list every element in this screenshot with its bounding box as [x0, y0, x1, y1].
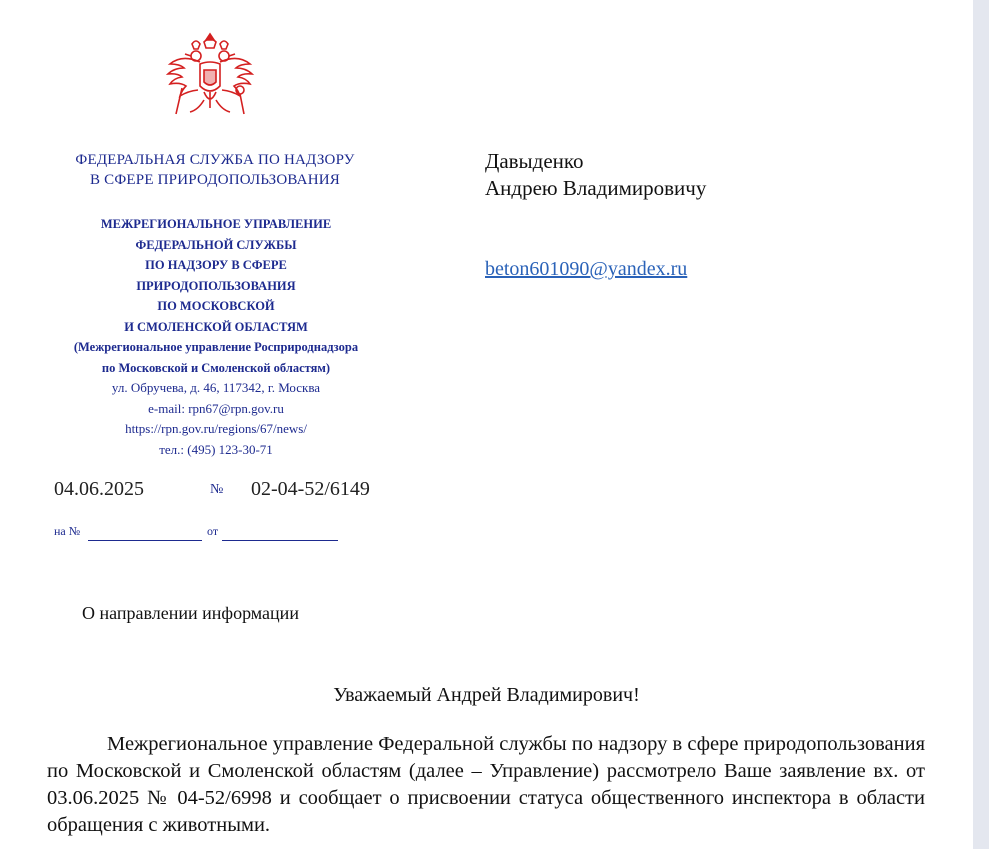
salutation: Уважаемый Андрей Владимирович! [333, 684, 640, 706]
reference-date-blank [222, 540, 338, 541]
number-sign: № [210, 482, 224, 497]
letter-subject: О направлении информации [82, 603, 299, 623]
website-text: https://rpn.gov.ru/regions/67/news/ [125, 421, 307, 436]
reference-date-label: от [207, 524, 219, 538]
agency-title-line: В СФЕРЕ ПРИРОДОПОЛЬЗОВАНИЯ [90, 172, 340, 188]
department-line: МЕЖРЕГИОНАЛЬНОЕ УПРАВЛЕНИЕ [100, 217, 332, 231]
agency-title [40, 150, 390, 190]
recipient-email-link[interactable]: beton601090@yandex.ru [485, 258, 688, 280]
body-paragraph: Межрегиональное управление Федеральной службы по надзору в сфере природопользования по Московской и Смоленской областям (далее – Управление) рассмотрело Ваше заявление вх. от 03.06.2025 № 04-52/6998 и сообщает о присвоении статуса общественного инспектора в области обращения с животными. [47, 733, 925, 836]
recipient-name: Андрею Владимировичу [485, 176, 707, 200]
address-text: ул. Обручева, д. 46, 117342, г. Москва [111, 380, 321, 395]
email-text: e-mail: rpn67@rpn.gov.ru [148, 400, 284, 416]
phone-text: тел.: (495) 123-30-71 [159, 441, 273, 457]
coat-of-arms-icon [164, 30, 256, 128]
department-line: И СМОЛЕНСКОЙ ОБЛАСТЯМ [124, 319, 308, 334]
department-line: ФЕДЕРАЛЬНОЙ СЛУЖБЫ [135, 237, 297, 252]
reference-number-blank [88, 540, 202, 541]
department-line: (Межрегиональное управление Росприроднадзора [73, 340, 359, 354]
department-line: по Московской и Смоленской областям) [101, 360, 331, 375]
registration-number: 02-04-52/6149 [251, 478, 370, 500]
department-line: ПРИРОДОПОЛЬЗОВАНИЯ [136, 278, 296, 293]
department-line: ПО МОСКОВСКОЙ [157, 299, 275, 313]
viewer-side-strip [973, 0, 989, 849]
department-block [40, 214, 392, 378]
recipient-surname: Давыденко [485, 149, 584, 173]
agency-title-line: ФЕДЕРАЛЬНАЯ СЛУЖБА ПО НАДЗОРУ [75, 152, 355, 168]
contact-block [40, 378, 392, 460]
registration-date: 04.06.2025 [54, 478, 144, 500]
department-line: ПО НАДЗОРУ В СФЕРЕ [145, 258, 287, 272]
reference-number-label: на № [54, 524, 81, 538]
